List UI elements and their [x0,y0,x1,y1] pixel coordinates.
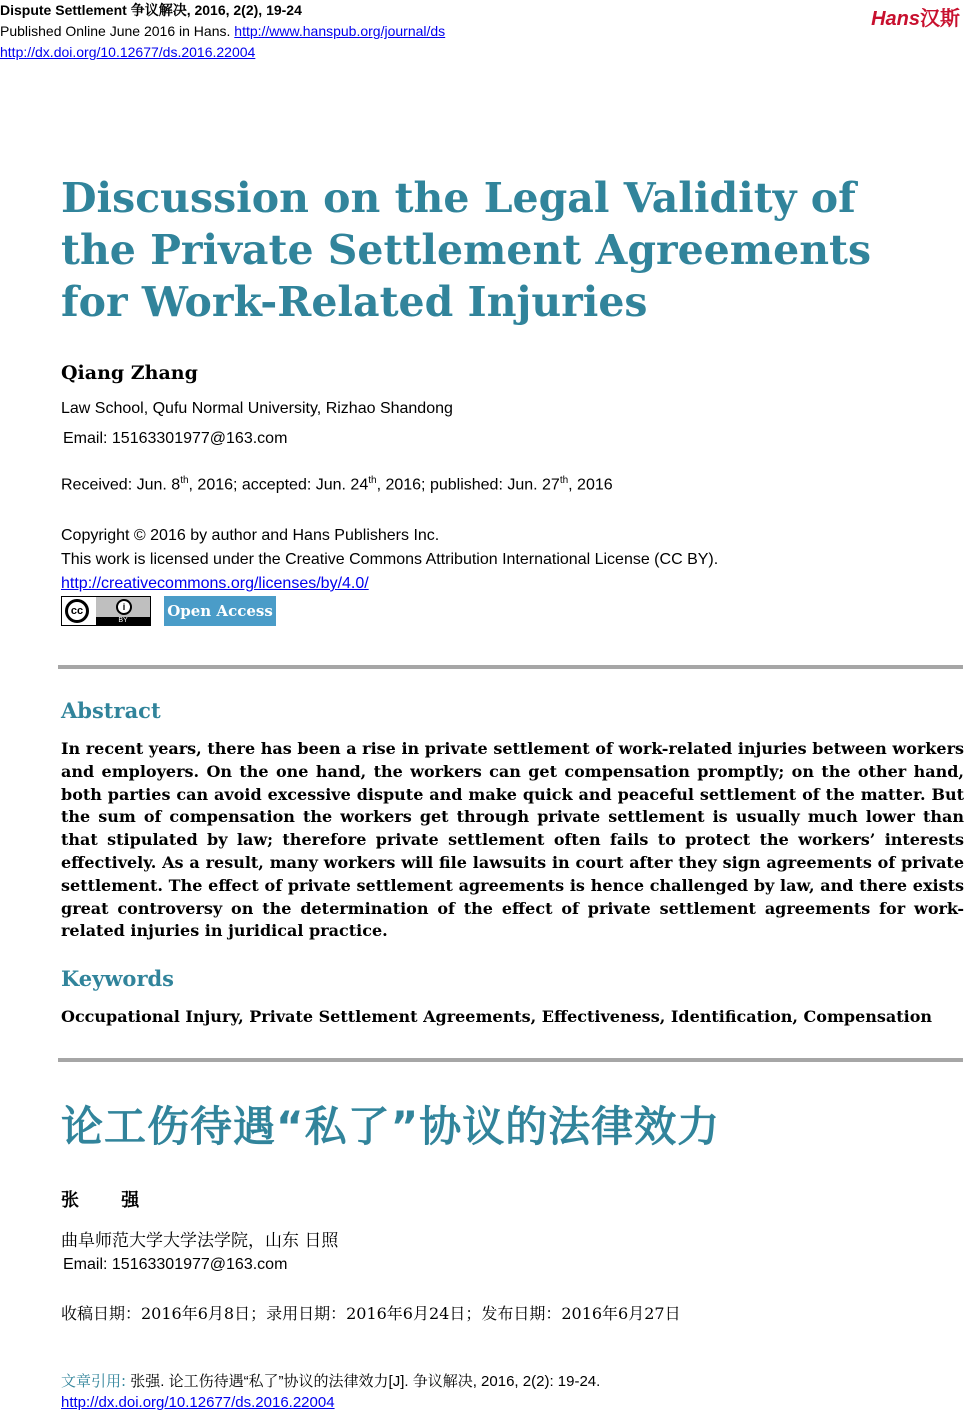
attribution-icon: i [116,599,132,615]
chinese-affiliation: 曲阜师范大学大学法学院，山东 日照 [61,1231,339,1251]
running-header [0,0,445,63]
chinese-dates: 收稿日期：2016年6月8日；录用日期：2016年6月24日；发布日期：2016年6月27日 [61,1304,681,1323]
open-access-badge: Open Access [164,596,276,626]
accepted-sup: th [368,475,377,486]
chinese-author: 张 强 [61,1190,158,1211]
received-sup: th [180,475,189,486]
logo-latin: Hans [871,8,920,30]
divider [58,665,963,669]
cc-icon: cc [65,599,89,623]
keywords-heading: Keywords [61,966,175,991]
published-prefix: Published Online June 2016 in Hans. [0,23,231,39]
published-text: , 2016; published: Jun. 27 [376,476,560,494]
hans-logo [871,2,960,31]
citation-doi-link[interactable]: http://dx.doi.org/10.12677/ds.2016.22004 [61,1394,335,1411]
author-email: Email: 15163301977@163.com [63,430,288,447]
published-line [0,21,445,42]
license-link[interactable]: http://creativecommons.org/licenses/by/4.0/ [61,575,369,592]
affiliation: Law School, Qufu Normal University, Rizhao Shandong [61,400,453,417]
copyright-block [61,524,718,596]
abstract-text: In recent years, there has been a rise in private settlement of work-related injuries between workers and employers. On the one hand, the workers can get compensation promptly; on the other hand, both parties can avoid excessive dispute and make quick and peaceful settlement of the matter. But the sum of compensation the workers get through private settlement is usually much lower than that stipulated by law; therefore private settlement often fails to protect the workers’ interests effectively. As a result, many workers will file lawsuits in court after they sign agreements of private settlement. The effect of private settlement agreements is hence challenged by law, and there exists great controversy on the determination of the effect of private settlement agreements for work-related injuries in juridical practice. [61,739,964,941]
header-doi-link[interactable]: http://dx.doi.org/10.12677/ds.2016.22004 [0,44,256,60]
keywords-text: Occupational Injury, Private Settlement Agreements, Effectiveness, Identification, Compensation [61,1007,933,1026]
accepted-text: , 2016; accepted: Jun. 24 [188,476,369,494]
by-bar: BY [96,617,150,625]
chinese-email: Email: 15163301977@163.com [63,1256,288,1273]
citation-text: 张强. 论工伤待遇“私了”协议的法律效力[J]. 争议解决, 2016, 2(2): 19-24. [126,1373,601,1390]
license-line: This work is licensed under the Creative Commons Attribution International License (CC BY). [61,551,719,568]
citation [61,1370,600,1391]
chinese-title: 论工伤待遇“私了”协议的法律效力 [61,1102,721,1151]
published-sup: th [559,475,569,486]
cc-by-badge-icon[interactable] [61,596,151,626]
dates-line [61,475,613,494]
author-name: Qiang Zhang [61,362,198,384]
divider [58,1058,963,1062]
logo-cn: 汉斯 [920,6,960,30]
journal-line: Dispute Settlement 争议解决, 2016, 2(2), 19-24 [0,2,302,18]
paper-title: Discussion on the Legal Validity of the Private Settlement Agreements for Work-Related Injuries [61,174,872,326]
dates-tail: , 2016 [568,476,613,494]
copyright-line: Copyright © 2016 by author and Hans Publishers Inc. [61,527,440,544]
citation-label: 文章引用: [61,1372,127,1390]
received-text: Received: Jun. 8 [61,476,181,494]
abstract-heading: Abstract [61,698,161,723]
journal-link[interactable]: http://www.hanspub.org/journal/ds [234,23,446,39]
